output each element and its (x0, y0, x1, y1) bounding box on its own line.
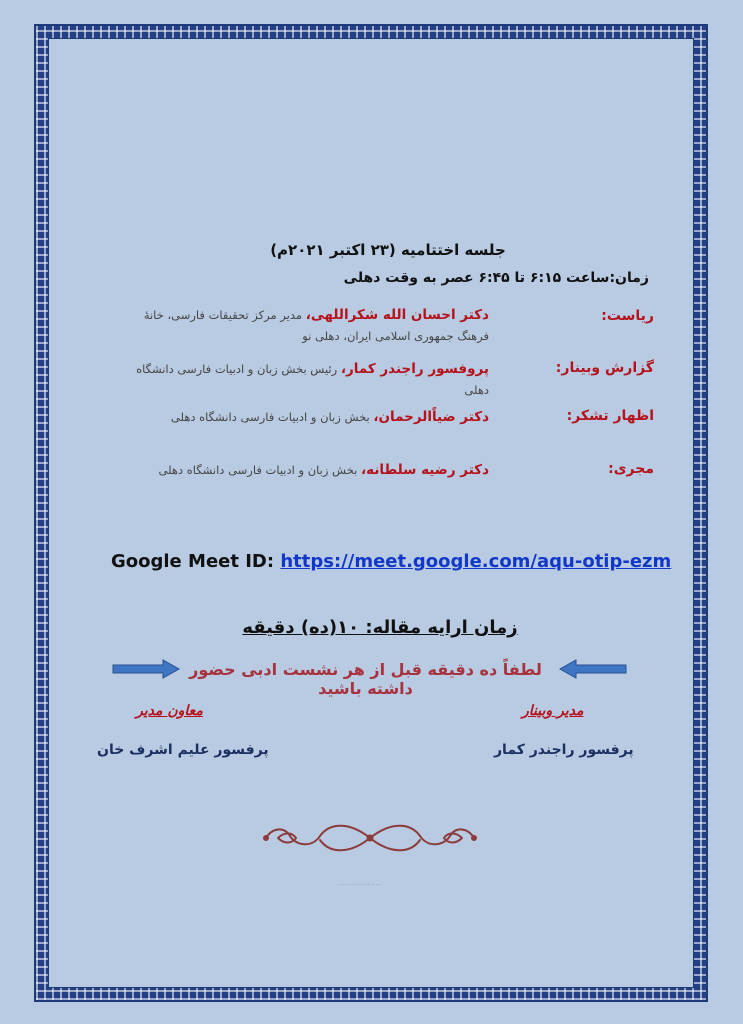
role-left: معاون مدیر (136, 703, 203, 719)
row-name-host: دکتر رضیه سلطانه، (361, 462, 489, 478)
row-desc-thanks: بخش زبان و ادبیات فارسی دانشگاه دهلی (170, 410, 374, 424)
row-text-chair (109, 305, 489, 347)
page-title: جلسه اختتامیه (۲۳ اکتبر ۲۰۲۱م) (270, 241, 506, 259)
row-report (94, 359, 654, 397)
row-text-thanks (109, 407, 489, 428)
row-desc-report: رئیس بخش زبان و ادبیات فارسی دانشگاه دهلی (136, 362, 489, 397)
duration-text: زمان ارایه مقاله: ۱۰(ده) دقیقه (242, 617, 518, 638)
row-thanks (94, 407, 654, 431)
arrow-left-icon (558, 659, 628, 679)
row-label-report: گزارش وبینار: (555, 360, 654, 376)
row-chair (94, 305, 654, 345)
row-name-report: پروفسور راجندر کمار، (340, 361, 489, 377)
meet-label: Google Meet ID: (111, 551, 281, 572)
row-label-thanks: اظهار تشکر: (566, 408, 654, 424)
row-host (94, 460, 654, 484)
time-line: زمان:ساعت ۶:۱۵ تا ۶:۴۵ عصر به وقت دهلی (343, 270, 649, 286)
row-name-chair: دکتر احسان الله شکراللهی، (305, 307, 489, 323)
row-desc-host: بخش زبان و ادبیات فارسی دانشگاه دهلی (158, 463, 361, 477)
decorative-divider-icon (254, 818, 486, 858)
person-left: پرفسور علیم اشرف خان (97, 742, 269, 758)
meet-link[interactable]: https://meet.google.com/aqu-otip-ezm (280, 551, 672, 572)
request-text: لطفاً ده دقیقه قبل از هر نشست ادبی حضور داشته باشید (189, 660, 542, 698)
row-text-host (109, 460, 489, 481)
row-label-chair: ریاست: (601, 308, 654, 324)
row-text-report (109, 359, 489, 401)
role-right: مدیر وبینار (522, 703, 584, 719)
person-right: پرفسور راجندر کمار (494, 742, 634, 758)
row-name-thanks: دکتر ضیاًالرحمان، (373, 409, 489, 425)
tiny-text: · · · · · · · · · · · · · · · · (340, 882, 380, 887)
row-desc-chair: مدیر مرکز تحقیقات فارسی، خانهٔ فرهنگ جمهوری اسلامی ایران، دهلی نو (143, 308, 489, 343)
row-label-host: مجری: (608, 461, 654, 477)
arrow-right-icon (111, 659, 181, 679)
meet-line (111, 551, 672, 572)
